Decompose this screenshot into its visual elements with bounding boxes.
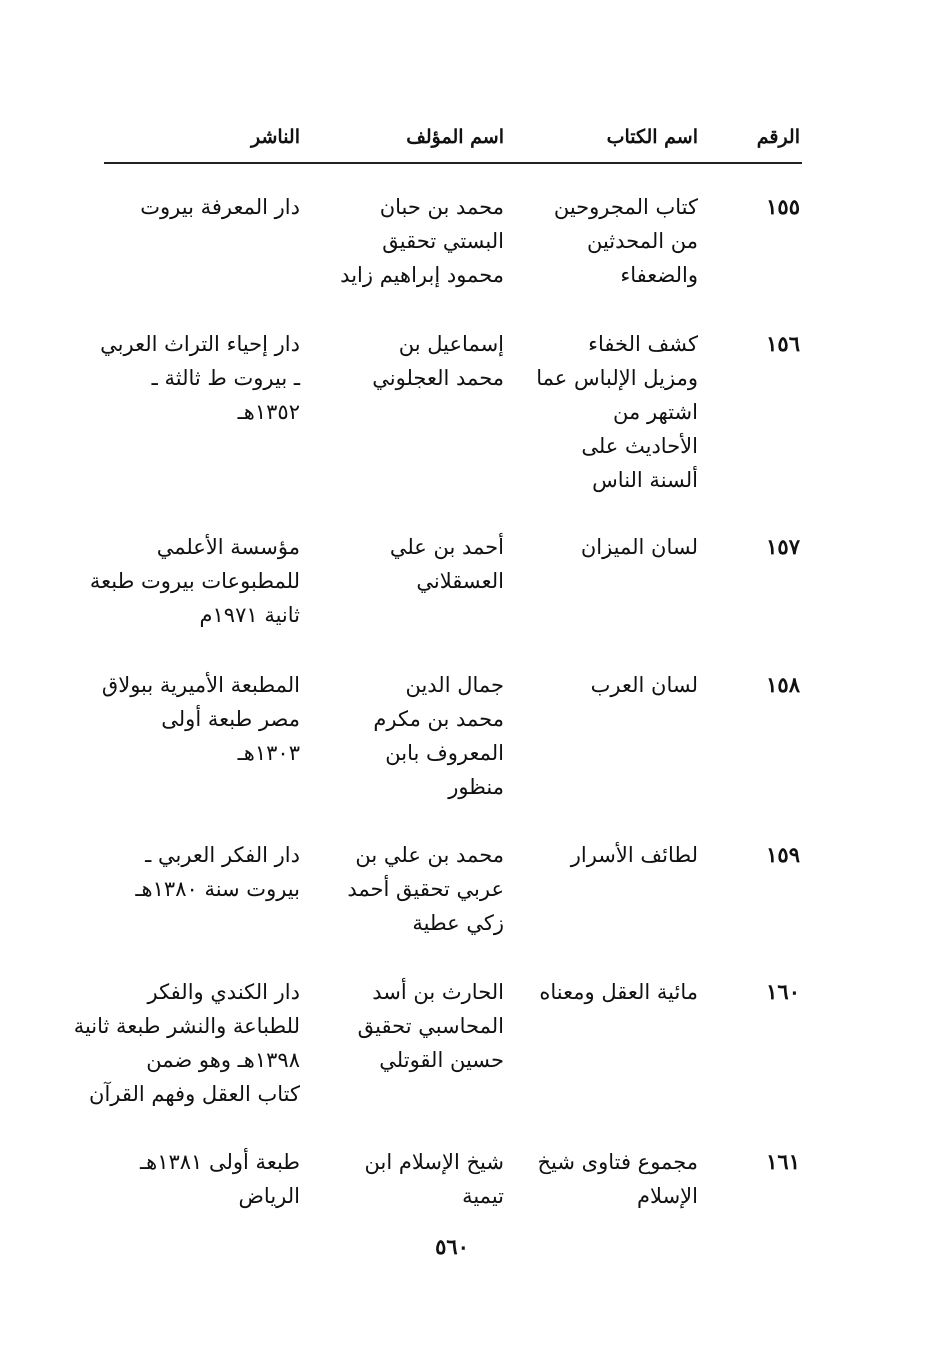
author-name-line: جمال الدين bbox=[405, 673, 504, 697]
book-title-line: اشتهر من bbox=[613, 400, 698, 424]
book-title-line: لسان العرب bbox=[590, 673, 698, 697]
publisher-info-line: ١٣٠٣هـ bbox=[237, 741, 300, 765]
publisher-info-line: المطبعة الأميرية ببولاق bbox=[101, 673, 300, 697]
book-title-line: الأحاديث على bbox=[581, 434, 698, 458]
author-name-line: محمود إبراهيم زايد bbox=[340, 263, 504, 287]
author-name-line: منظور bbox=[448, 775, 504, 799]
publisher-info-line: بيروت سنة ١٣٨٠هـ bbox=[135, 877, 300, 901]
book-title-line: كشف الخفاء bbox=[588, 332, 698, 356]
author-name bbox=[354, 668, 504, 804]
entry-number: ١٥٥ bbox=[766, 194, 800, 219]
author-name-line: المعروف بابن bbox=[385, 741, 504, 765]
entry-number: ١٥٧ bbox=[766, 534, 800, 559]
author-name-line: البستي تحقيق bbox=[382, 229, 504, 253]
entry-number: ١٦١ bbox=[766, 1149, 800, 1174]
author-name bbox=[354, 975, 504, 1077]
publisher-info-line: طبعة أولى ١٣٨١هـ bbox=[139, 1150, 300, 1174]
page-number: ٥٦٠ bbox=[435, 1234, 469, 1259]
book-title-line: كتاب المجروحين bbox=[553, 195, 698, 219]
book-title-line: لسان الميزان bbox=[580, 535, 698, 559]
author-name-line: محمد بن مكرم bbox=[373, 707, 504, 731]
book-title-line: ومزيل الإلباس عما bbox=[536, 366, 698, 390]
publisher-info bbox=[73, 975, 300, 1111]
author-name-line: العسقلاني bbox=[416, 569, 504, 593]
publisher-info-line: ١٣٥٢هـ bbox=[237, 400, 300, 424]
book-title-line: ألسنة الناس bbox=[592, 468, 698, 492]
publisher-info-line: ثانية ١٩٧١م bbox=[199, 603, 300, 627]
book-title-line: والضعفاء bbox=[620, 263, 698, 287]
book-title-line: الإسلام bbox=[637, 1184, 698, 1208]
author-name-line: شيخ الإسلام ابن bbox=[364, 1150, 504, 1174]
book-title-line: من المحدثين bbox=[586, 229, 698, 253]
book-title bbox=[536, 327, 698, 497]
author-name-line: الحارث بن أسد bbox=[372, 980, 504, 1004]
book-title bbox=[540, 190, 698, 292]
publisher-info bbox=[104, 1145, 300, 1213]
publisher-info-line: دار المعرفة بيروت bbox=[140, 195, 300, 219]
publisher-info-line: مؤسسة الأعلمي bbox=[156, 535, 300, 559]
entry-number: ١٥٨ bbox=[766, 672, 800, 697]
author-name-line: محمد بن حبان bbox=[379, 195, 504, 219]
author-name-line: أحمد بن علي bbox=[389, 535, 504, 559]
book-title bbox=[537, 1145, 698, 1213]
book-title bbox=[540, 975, 698, 1009]
publisher-info-line: ـ بيروت ط ثالثة ـ bbox=[151, 366, 300, 390]
publisher-info bbox=[101, 668, 300, 770]
author-name-line: حسين القوتلي bbox=[379, 1048, 504, 1072]
publisher-info-line: دار الفكر العربي ـ bbox=[145, 843, 300, 867]
entry-number: ١٦٠ bbox=[766, 979, 800, 1004]
publisher-info-line: ١٣٩٨هـ وهو ضمن bbox=[146, 1048, 300, 1072]
author-name bbox=[354, 1145, 504, 1213]
author-name bbox=[347, 838, 504, 940]
author-name-line: عربي تحقيق أحمد bbox=[347, 877, 504, 901]
book-title-line: مجموع فتاوى شيخ bbox=[537, 1150, 698, 1174]
publisher-info-line: دار الكندي والفكر bbox=[147, 980, 300, 1004]
author-name-line: تيمية bbox=[462, 1184, 504, 1208]
book-title bbox=[540, 838, 698, 872]
header-book: اسم الكتاب bbox=[606, 126, 698, 148]
book-title-line: لطائف الأسرار bbox=[570, 843, 698, 867]
book-title bbox=[540, 530, 698, 564]
author-name bbox=[340, 190, 504, 292]
book-title-line: مائية العقل ومعناه bbox=[539, 980, 698, 1004]
table-header bbox=[104, 122, 802, 164]
publisher-info bbox=[104, 838, 300, 906]
author-name-line: إسماعيل بن bbox=[398, 332, 504, 356]
publisher-info-line: للمطبوعات بيروت طبعة bbox=[89, 569, 300, 593]
header-author: اسم المؤلف bbox=[406, 126, 504, 148]
author-name-line: محمد بن علي بن bbox=[355, 843, 504, 867]
author-name-line: محمد العجلوني bbox=[372, 366, 504, 390]
publisher-info-line: مصر طبعة أولى bbox=[161, 707, 300, 731]
header-publisher: الناشر bbox=[251, 126, 300, 148]
publisher-info bbox=[89, 530, 300, 632]
publisher-info-line: للطباعة والنشر طبعة ثانية bbox=[73, 1014, 300, 1038]
entry-number: ١٥٩ bbox=[766, 842, 800, 867]
entry-number: ١٥٦ bbox=[766, 331, 800, 356]
publisher-info-line: الرياض bbox=[238, 1184, 300, 1208]
book-title bbox=[540, 668, 698, 702]
author-name bbox=[354, 530, 504, 598]
publisher-info bbox=[104, 190, 300, 224]
publisher-info bbox=[100, 327, 300, 429]
author-name-line: المحاسبي تحقيق bbox=[357, 1014, 504, 1038]
author-name bbox=[354, 327, 504, 395]
author-name-line: زكي عطية bbox=[412, 911, 504, 935]
header-number: الرقم bbox=[756, 126, 800, 148]
publisher-info-line: دار إحياء التراث العربي bbox=[100, 332, 300, 356]
publisher-info-line: كتاب العقل وفهم القرآن bbox=[89, 1082, 300, 1106]
